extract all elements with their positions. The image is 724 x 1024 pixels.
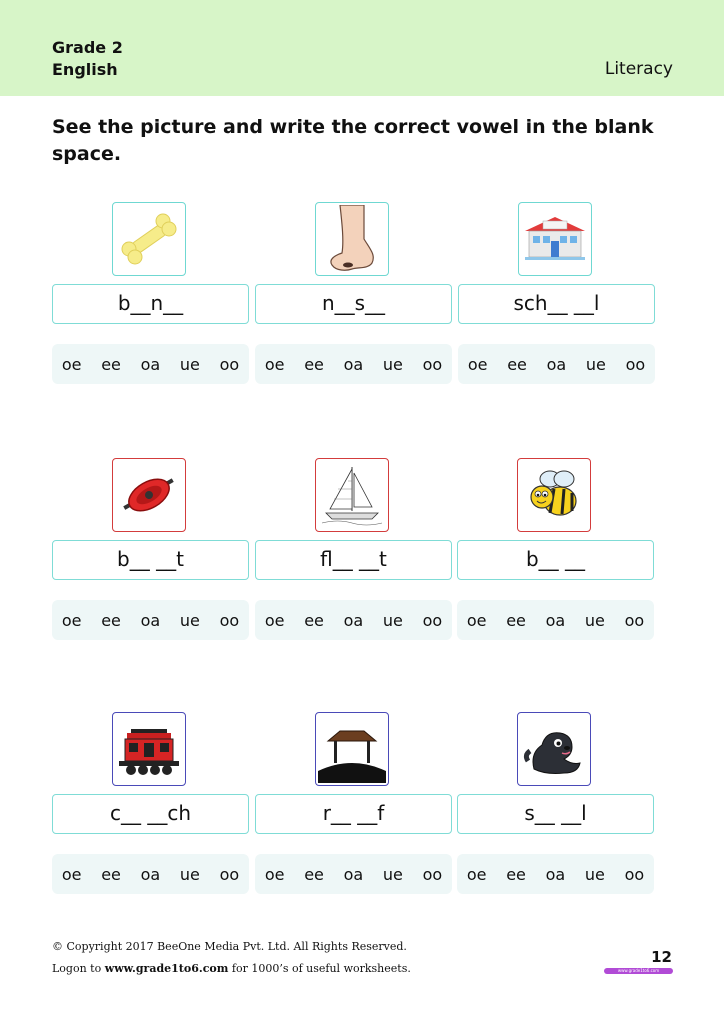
vowel-options (457, 854, 654, 894)
option-oa[interactable]: oa (545, 610, 566, 630)
option-ue[interactable]: ue (382, 864, 403, 884)
picture-frame (112, 202, 186, 276)
option-oe[interactable]: oe (466, 610, 487, 630)
picture-frame (112, 712, 186, 786)
coach-icon (115, 715, 183, 783)
option-ee[interactable]: ee (304, 864, 324, 884)
option-ee[interactable]: ee (506, 610, 526, 630)
option-ue[interactable]: ue (179, 354, 200, 374)
word-blank[interactable]: b__ __ (457, 540, 654, 580)
picture-frame (517, 458, 591, 532)
roof-icon (318, 715, 386, 783)
vowel-options (255, 344, 452, 384)
option-oo[interactable]: oo (422, 610, 443, 630)
subject-label: English (52, 60, 118, 79)
boat-icon (115, 461, 183, 529)
vowel-options (255, 854, 452, 894)
option-ue[interactable]: ue (179, 864, 200, 884)
website-link[interactable]: www.grade1to6.com (104, 962, 229, 975)
exercise-bone (52, 202, 249, 392)
site-bar: www.grade1to6.com (604, 968, 673, 974)
word-blank[interactable]: b__ __t (52, 540, 249, 580)
exercise-boat (52, 458, 249, 648)
option-oe[interactable]: oe (467, 354, 488, 374)
school-icon (521, 205, 589, 273)
grade-label: Grade 2 (52, 38, 123, 57)
exercise-nose (255, 202, 452, 392)
copyright-text: © Copyright 2017 BeeOne Media Pvt. Ltd. All Rights Reserved. (52, 940, 407, 953)
picture-frame (315, 458, 389, 532)
option-oa[interactable]: oa (140, 354, 161, 374)
option-ue[interactable]: ue (585, 354, 606, 374)
option-ue[interactable]: ue (382, 610, 403, 630)
option-oa[interactable]: oa (140, 610, 161, 630)
option-oe[interactable]: oe (264, 354, 285, 374)
option-ee[interactable]: ee (507, 354, 527, 374)
word-blank[interactable]: c__ __ch (52, 794, 249, 834)
word-blank[interactable]: n__s__ (255, 284, 452, 324)
topic-label: Literacy (604, 59, 673, 79)
word-blank[interactable]: sch__ __l (458, 284, 655, 324)
option-oe[interactable]: oe (61, 610, 82, 630)
option-oo[interactable]: oo (625, 354, 646, 374)
option-ue[interactable]: ue (382, 354, 403, 374)
word-blank[interactable]: r__ __f (255, 794, 452, 834)
option-ue[interactable]: ue (179, 610, 200, 630)
option-oa[interactable]: oa (343, 610, 364, 630)
vowel-options (457, 600, 654, 640)
logon-line (52, 962, 411, 975)
option-ee[interactable]: ee (304, 610, 324, 630)
option-ee[interactable]: ee (101, 864, 121, 884)
page-number: 12 (651, 948, 672, 966)
option-oa[interactable]: oa (140, 864, 161, 884)
option-oo[interactable]: oo (624, 864, 645, 884)
sailboat-icon (318, 461, 386, 529)
word-blank[interactable]: b__n__ (52, 284, 249, 324)
nose-icon (318, 205, 386, 273)
option-oe[interactable]: oe (61, 354, 82, 374)
logon-prefix: Logon to (52, 962, 102, 975)
option-oe[interactable]: oe (264, 864, 285, 884)
bee-icon (520, 461, 588, 529)
option-oe[interactable]: oe (466, 864, 487, 884)
option-ue[interactable]: ue (584, 864, 605, 884)
option-ee[interactable]: ee (101, 354, 121, 374)
vowel-options (52, 854, 249, 894)
option-ee[interactable]: ee (101, 610, 121, 630)
exercise-seal (457, 712, 654, 902)
option-oo[interactable]: oo (624, 610, 645, 630)
logon-suffix: for 1000’s of useful worksheets. (231, 962, 411, 975)
option-oo[interactable]: oo (219, 354, 240, 374)
vowel-options (52, 600, 249, 640)
picture-frame (315, 712, 389, 786)
option-oa[interactable]: oa (545, 864, 566, 884)
exercise-roof (255, 712, 452, 902)
bone-icon (115, 205, 183, 273)
exercise-bee (457, 458, 654, 648)
option-oa[interactable]: oa (343, 864, 364, 884)
option-oa[interactable]: oa (343, 354, 364, 374)
header-band (0, 0, 724, 96)
exercise-school (458, 202, 655, 392)
option-oe[interactable]: oe (264, 610, 285, 630)
vowel-options (458, 344, 655, 384)
option-oo[interactable]: oo (219, 864, 240, 884)
vowel-options (52, 344, 249, 384)
picture-frame (315, 202, 389, 276)
option-ee[interactable]: ee (506, 864, 526, 884)
instruction-text: See the picture and write the correct vowel in the blank space. (52, 116, 654, 165)
option-oe[interactable]: oe (61, 864, 82, 884)
picture-frame (518, 202, 592, 276)
option-ue[interactable]: ue (584, 610, 605, 630)
word-blank[interactable]: s__ __l (457, 794, 654, 834)
option-oo[interactable]: oo (219, 610, 240, 630)
option-oo[interactable]: oo (422, 354, 443, 374)
seal-icon (520, 715, 588, 783)
option-ee[interactable]: ee (304, 354, 324, 374)
option-oo[interactable]: oo (422, 864, 443, 884)
word-blank[interactable]: fl__ __t (255, 540, 452, 580)
exercise-float (255, 458, 452, 648)
picture-frame (517, 712, 591, 786)
option-oa[interactable]: oa (546, 354, 567, 374)
vowel-options (255, 600, 452, 640)
exercise-coach (52, 712, 249, 902)
picture-frame (112, 458, 186, 532)
